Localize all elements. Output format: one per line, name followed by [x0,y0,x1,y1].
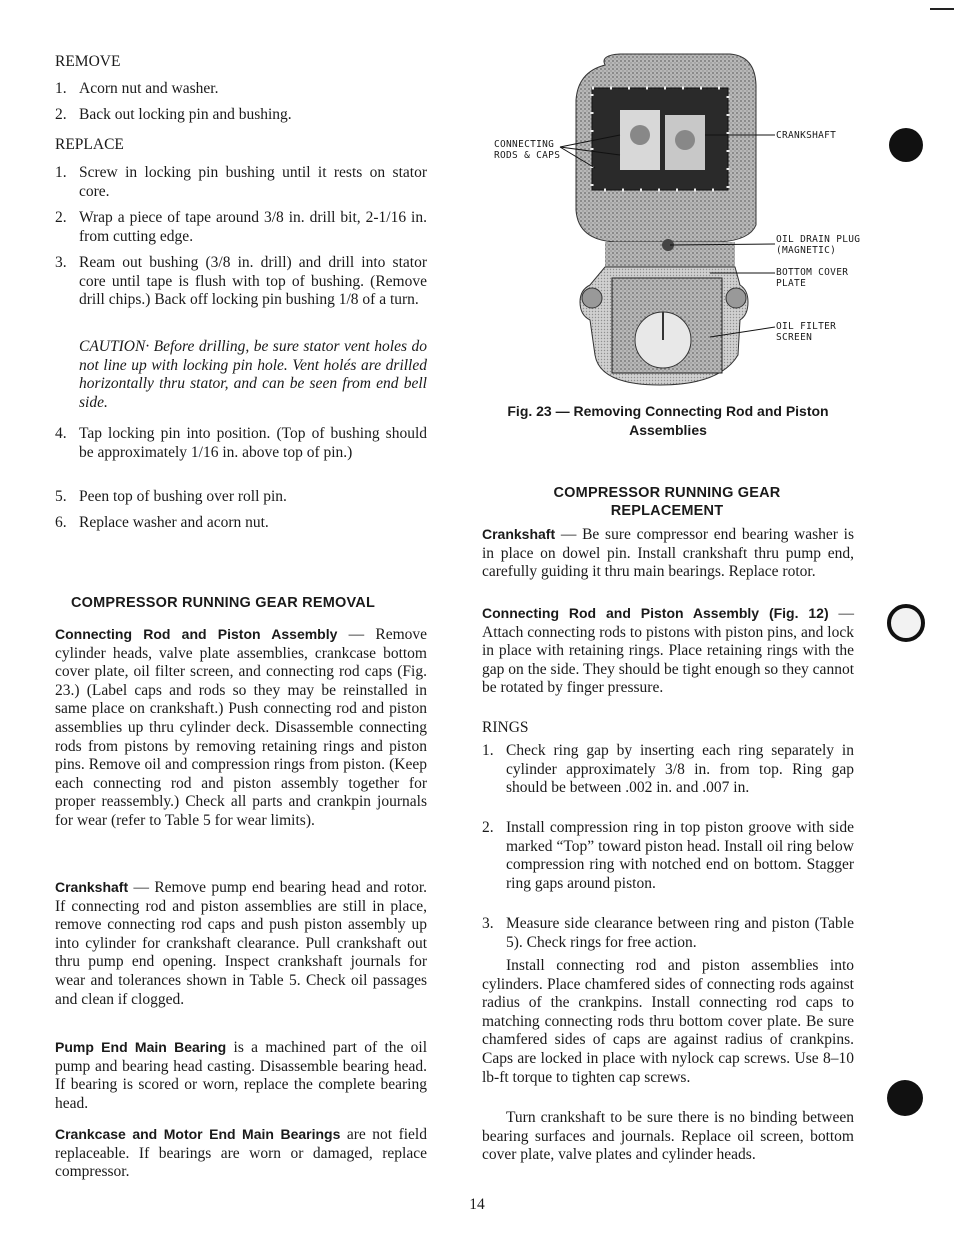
step-number: 3. [55,254,67,271]
step-number: 2. [55,209,67,226]
motor-end-bearings-paragraph [55,1125,427,1182]
scan-mark [930,8,954,10]
replace-step-3 [55,254,427,310]
step-text: Acorn nut and washer. [79,80,219,97]
step-text: Back out locking pin and bushing. [79,106,292,123]
binder-hole [887,604,925,642]
replace-step-2 [55,209,427,246]
rings-step-2 [482,819,854,893]
turn-crankshaft-paragraph: Turn crankshaft to be sure there is no binding between bearing surfaces and journals. Replace oil screen, bottom cover plate, valve plates and cylinder heads. [482,1109,854,1164]
paragraph-lead: Connecting Rod and Piston Assembly (Fig. 12) [482,605,829,621]
label-oil-drain-plug: OIL DRAIN PLUG (MAGNETIC) [776,234,861,256]
remove-step-1 [55,80,427,99]
step-text: Install compression ring in top piston groove with side marked “Top” toward piston head. Install oil ring below compression ring with notched end on bottom. Stagger ring gaps around piston. [506,819,854,892]
binder-hole [887,1080,923,1116]
label-connecting-rods: CONNECTING RODS & CAPS [494,139,561,161]
replacement-heading: COMPRESSOR RUNNING GEAR REPLACEMENT [553,485,781,519]
step-number: 2. [482,819,494,836]
rings-heading: RINGS [482,719,529,736]
caution-note: CAUTION· Before drilling, be sure stator vent holes do not line up with locking pin hole. Vent holés are drilled horizontally thru stator, and can be seen from end bell side. [79,338,427,411]
replacement-connecting-rod-paragraph: Connecting Rod and Piston Assembly (Fig. 12) — Attach connecting rods to pistons with piston pins, and lock in place with retaining rings. Place retaining rings with the gap on the side. They should be tight enough so they cannot be rotated by finger pressure. [482,605,854,697]
step-number: 4. [55,425,67,442]
removal-heading: COMPRESSOR RUNNING GEAR REMOVAL [71,595,376,611]
step-text: Wrap a piece of tape around 3/8 in. drill bit, 2-1/16 in. from cutting edge. [79,209,427,245]
paragraph-text: Be sure compressor end bearing washer is in place on dowel pin. Install crankshaft thru pump end, carefully guiding it thru main bearings. Replace rotor. [482,526,855,581]
replace-step-5 [55,488,427,507]
replacement-crankshaft-paragraph: Crankshaft — Be sure compressor end bearing washer is in place on dowel pin. Install crankshaft thru pump end, carefully guiding it thru main bearings. Replace rotor. [482,526,855,581]
step-number: 1. [482,742,494,759]
paragraph-lead: Connecting Rod and Piston Assembly [55,626,338,642]
removal-crankshaft-paragraph: Crankshaft — Remove pump end bearing head and rotor. If connecting rod and piston assemblies are still in place, remove connecting rod caps and push piston assembly up into cylinder for crankshaft clearance. Pull crankshaft out thru pump end opening. Inspect crankshaft journals for wear and tolerances shown in Table 5. Check oil passages and clean if clogged. [55,879,427,1008]
figure-caption: Fig. 23 — Removing Connecting Rod and Piston Assemblies [507,403,829,438]
paragraph-text: Attach connecting rods to pistons with piston pins, and lock in place with retaining rings. Place retaining rings with the gap on the side. They should be tight enough so they cannot be rotated by finger pressure. [482,623,854,697]
replace-heading: REPLACE [55,136,124,153]
figure-23 [480,40,880,440]
paragraph-text: is a machined part of the oil pump and bearing head casting. Disassemble bearing head. If bearing is scored or worn, replace the complete bearing head. [55,1039,428,1112]
install-paragraph: Install connecting rod and piston assemblies into cylinders. Place chamfered sides of connecting rods against radius of the crankpins. Install connecting rod caps to matching connecting rods thru bottom cover plate. Be sure chamfered sides of caps are against radius of crankpins. Caps are locked in place with nylock cap screws. Use 8–10 lb-ft torque to tighten cap screws. [482,957,854,1086]
step-number: 3. [482,915,494,932]
step-text: Replace washer and acorn nut. [79,514,269,531]
replace-step-4 [55,425,427,462]
step-number: 5. [55,488,67,505]
step-number: 6. [55,514,67,531]
replace-step-1 [55,164,427,201]
label-crankshaft: CRANKSHAFT [776,130,837,141]
paragraph-lead: Crankcase and Motor End Main Bearings [55,1126,341,1142]
step-text: Measure side clearance between ring and piston (Table 5). Check rings for free action. [506,915,854,951]
step-number: 2. [55,106,67,123]
paragraph-text: are not field replaceable. If bearings are worn or damaged, replace compressor. [55,1126,427,1181]
step-text: Screw in locking pin bushing until it rests on stator core. [79,164,427,200]
step-number: 1. [55,164,67,181]
rings-step-1 [482,742,854,798]
paragraph-lead: Crankshaft [55,879,129,895]
label-bottom-cover-plate: BOTTOM COVER PLATE [776,267,849,289]
remove-step-2 [55,106,427,125]
rings-step-3 [482,915,854,952]
paragraph-lead: Pump End Main Bearing [55,1039,227,1055]
replace-step-6 [55,514,427,533]
page-number: 14 [469,1196,485,1213]
step-text: Tap locking pin into position. (Top of bushing should be approximately 1/16 in. above top of pin.) [79,425,427,461]
pump-end-bearing-paragraph [55,1038,427,1113]
step-text: Check ring gap by inserting each ring separately in cylinder approximately 3/8 in. from top. Ring gap should be between .002 in. and .007 in. [506,742,854,797]
label-oil-filter-screen: OIL FILTER SCREEN [776,321,837,343]
paragraph-text: Remove cylinder heads, valve plate assemblies, crankcase bottom cover plate, oil filter screen, and connecting rod caps (Fig. 23.) (Label caps and rods so they may be reinstalled in same place on crankshaft.) Push connecting rod and piston assemblies up thru cylinder deck. Disassemble connecting rods from pistons by removing retaining rings and piston pins. Remove oil and compression rings from piston. (Keep each connecting rod and piston assembly together for proper reassembly.) Check all parts and crankpin journals for wear (refer to Table 5 for wear limits). [55,626,428,829]
removal-connecting-rod-paragraph: Connecting Rod and Piston Assembly — Remove cylinder heads, valve plate assemblies, crankcase bottom cover plate, oil filter screen, and connecting rod caps (Fig. 23.) (Label caps and rods so they may be reinstalled in same place on crankshaft.) Push connecting rod and piston assemblies up thru cylinder deck. Disassemble connecting rods from pistons by removing retaining rings and piston pins. Remove oil and compression rings from piston. (Keep each connecting rod and piston assembly together for proper reassembly.) Check all parts and crankpin journals for wear (refer to Table 5 for wear limits). [55,626,428,829]
step-text: Ream out bushing (3/8 in. drill) and drill into stator core until tape is flush with top of bushing. (Remove drill chips.) Back off locking pin bushing 1/8 of a turn. [79,254,427,309]
remove-heading: REMOVE [55,53,121,70]
binder-hole [889,128,923,162]
step-text: Peen top of bushing over roll pin. [79,488,287,505]
paragraph-text: Remove pump end bearing head and rotor. If connecting rod and piston assemblies are still in place, remove connecting rod caps and push piston assembly up into cylinder for crankshaft clearance. Pull crankshaft out thru pump end opening. Inspect crankshaft journals for wear and tolerances shown in Table 5. Check oil passages and clean if clogged. [55,879,427,1008]
paragraph-lead: Crankshaft [482,526,556,542]
step-number: 1. [55,80,67,97]
